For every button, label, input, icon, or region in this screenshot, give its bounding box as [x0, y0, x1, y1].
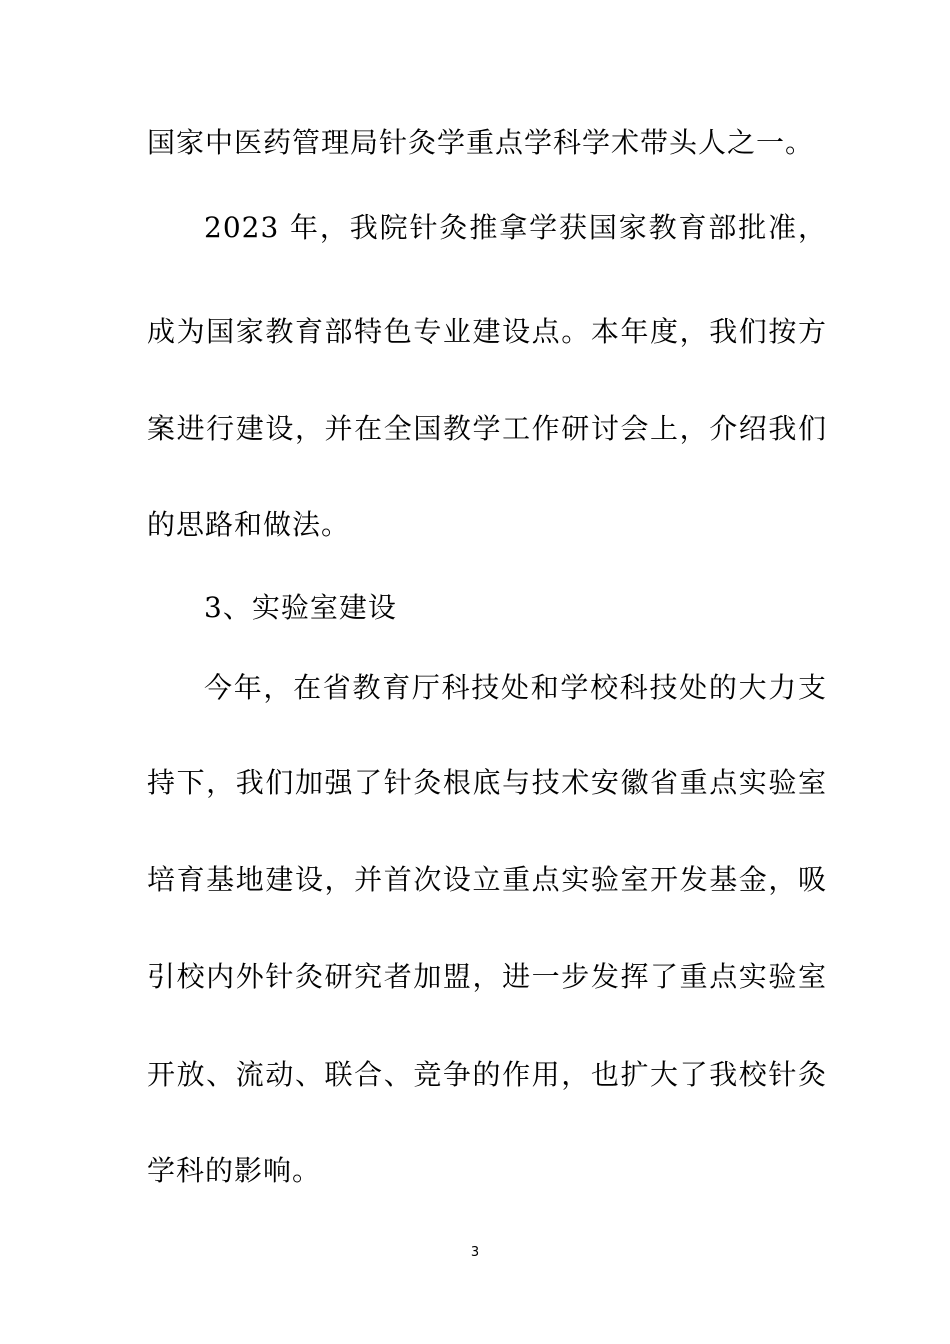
section-heading: 3、实验室建设 [204, 591, 397, 624]
paragraph-line-7: 今年，在省教育厅科技处和学校科技处的大力支 [204, 671, 827, 704]
paragraph-line-1: 国家中医药管理局针灸学重点学科学术带头人之一。 [147, 126, 815, 159]
paragraph-line-10: 引校内外针灸研究者加盟，进一步发挥了重点实验室 [147, 960, 827, 993]
page-number: 3 [470, 1245, 480, 1260]
paragraph-line-2: 2023 年，我院针灸推拿学获国家教育部批准， [204, 211, 827, 244]
paragraph-line-8: 持下，我们加强了针灸根底与技术安徽省重点实验室 [147, 766, 827, 799]
paragraph-line-12: 学科的影响。 [147, 1154, 322, 1187]
paragraph-line-4: 案进行建设，并在全国教学工作研讨会上，介绍我们 [147, 412, 827, 445]
paragraph-line-9: 培育基地建设，并首次设立重点实验室开发基金，吸 [147, 863, 827, 896]
paragraph-line-11: 开放、流动、联合、竞争的作用，也扩大了我校针灸 [147, 1058, 827, 1091]
paragraph-line-5: 的思路和做法。 [147, 508, 351, 541]
paragraph-line-3: 成为国家教育部特色专业建设点。本年度，我们按方 [147, 315, 827, 348]
